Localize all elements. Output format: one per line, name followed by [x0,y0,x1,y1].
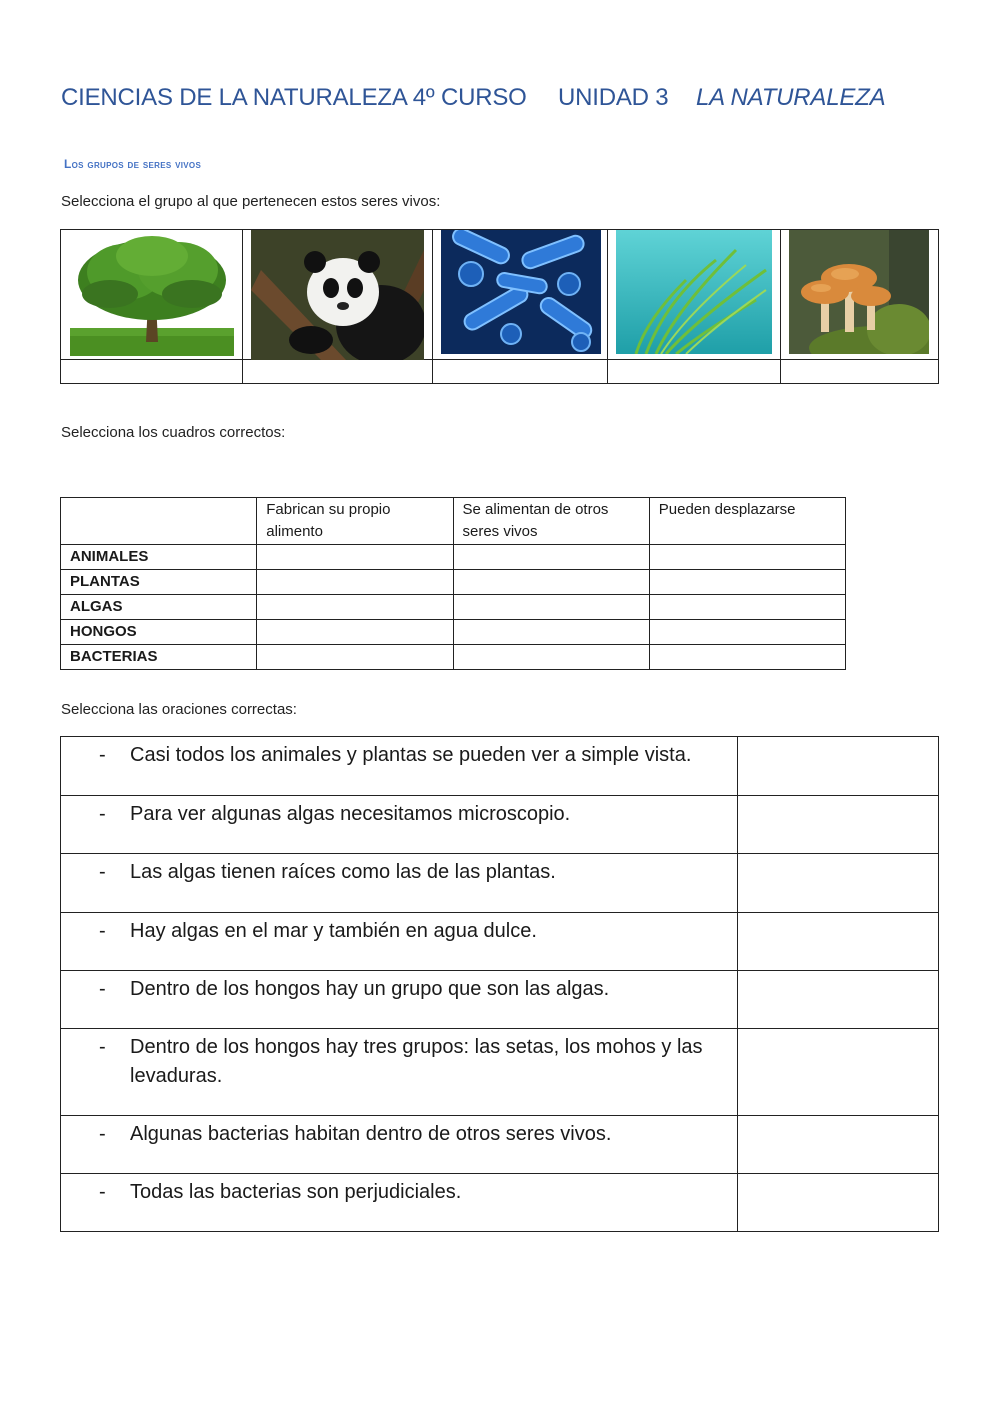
check-cell[interactable] [257,620,453,645]
dash: - [99,1036,106,1058]
sentence-row [61,971,939,1029]
unit-label: UNIDAD 3 [558,84,669,111]
check-cell[interactable] [453,645,649,670]
sentence-text: Casi todos los animales y plantas se pueden ver a simple vista. [130,744,692,766]
dash: - [99,920,106,942]
sentence-text: Las algas tienen raíces como las de las plantas. [130,861,556,883]
image-cell [432,230,608,360]
section-title: Los grupos de seres vivos [64,157,202,171]
dash: - [99,978,106,1000]
instruction-sentences: Selecciona las oraciones correctas: [61,701,297,718]
tree-image [70,232,234,356]
sentence-text: Dentro de los hongos hay un grupo que son las algas. [130,978,610,1000]
answer-cell[interactable] [608,360,781,384]
answer-box[interactable] [738,913,939,971]
answer-box[interactable] [738,1174,939,1232]
row-label: ALGAS [61,595,257,620]
image-cell [608,230,781,360]
sentence-row [61,796,939,854]
sentence-cell [61,971,738,1029]
algae-image [616,230,772,354]
check-cell[interactable] [453,620,649,645]
sentence-cell [61,854,738,913]
sentence-text: Dentro de los hongos hay tres grupos: las setas, los mohos y las levaduras. [130,1036,703,1087]
panda-image [251,230,424,360]
table-row [61,595,846,620]
characteristics-table [60,497,846,670]
row-label: ANIMALES [61,545,257,570]
sentence-row [61,1174,939,1232]
dash: - [99,803,106,825]
check-cell[interactable] [453,595,649,620]
sentence-cell [61,737,738,796]
course-title: CIENCIAS DE LA NATURALEZA 4º CURSO [61,84,527,111]
check-cell[interactable] [257,645,453,670]
check-cell[interactable] [649,645,845,670]
sentence-cell [61,1116,738,1174]
table-row [61,570,846,595]
column-header: Se alimentan de otros seres vivos [453,498,649,545]
check-cell[interactable] [649,595,845,620]
sentence-cell [61,1174,738,1232]
answer-cell[interactable] [432,360,608,384]
table-row [61,545,846,570]
sentence-text: Todas las bacterias son perjudiciales. [130,1181,462,1203]
sentence-row [61,737,939,796]
sentence-row [61,1029,939,1116]
answer-cell[interactable] [781,360,939,384]
table-row [61,620,846,645]
check-cell[interactable] [257,570,453,595]
answer-cell[interactable] [61,360,243,384]
sentence-cell [61,796,738,854]
row-label: BACTERIAS [61,645,257,670]
table-row [61,645,846,670]
worksheet-header [61,84,941,116]
sentence-cell [61,1029,738,1116]
answer-box[interactable] [738,737,939,796]
dash: - [99,744,106,766]
sentence-row [61,913,939,971]
dash: - [99,1181,106,1203]
sentences-table [60,736,939,1232]
sentence-cell [61,913,738,971]
image-classification-table [60,229,939,384]
check-cell[interactable] [453,570,649,595]
check-cell[interactable] [649,570,845,595]
check-cell[interactable] [453,545,649,570]
answer-cell[interactable] [242,360,432,384]
answer-box[interactable] [738,971,939,1029]
image-cell [61,230,243,360]
topic-title: LA NATURALEZA [696,84,886,111]
answer-box[interactable] [738,796,939,854]
answer-box[interactable] [738,854,939,913]
instruction-groups: Selecciona el grupo al que pertenecen estos seres vivos: [61,193,441,210]
column-header: Pueden desplazarse [649,498,845,545]
check-cell[interactable] [257,545,453,570]
sentence-text: Algunas bacterias habitan dentro de otros seres vivos. [130,1123,612,1145]
check-cell[interactable] [257,595,453,620]
corner-cell [61,498,257,545]
sentence-text: Para ver algunas algas necesitamos microscopio. [130,803,571,825]
bacteria-image [441,230,601,354]
dash: - [99,1123,106,1145]
check-cell[interactable] [649,620,845,645]
row-label: PLANTAS [61,570,257,595]
answer-box[interactable] [738,1029,939,1116]
dash: - [99,861,106,883]
sentence-row [61,1116,939,1174]
row-label: HONGOS [61,620,257,645]
mushroom-image [789,230,929,354]
instruction-boxes: Selecciona los cuadros correctos: [61,424,286,441]
answer-box[interactable] [738,1116,939,1174]
image-cell [242,230,432,360]
image-cell [781,230,939,360]
column-header: Fabrican su propio alimento [257,498,453,545]
sentence-row [61,854,939,913]
check-cell[interactable] [649,545,845,570]
sentence-text: Hay algas en el mar y también en agua dulce. [130,920,537,942]
